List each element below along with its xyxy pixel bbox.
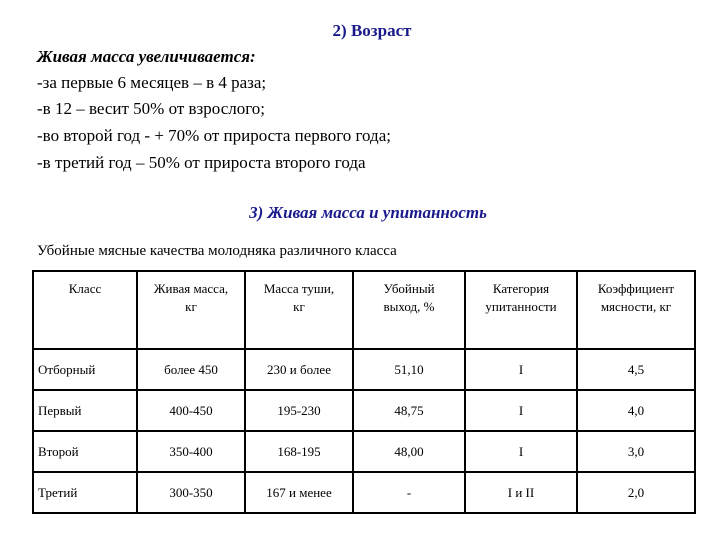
cell-slaughter-yield: - [353,472,465,513]
lead-text: Живая масса увеличивается: [37,47,256,66]
cell-carcass-weight: 230 и более [245,349,353,390]
cell-fatness-category: I [465,431,577,472]
list-item: -за первые 6 месяцев – в 4 раза; [37,73,267,92]
section-title-mass: 3) Живая масса и упитанность [249,203,487,222]
cell-carcass-weight: 167 и менее [245,472,353,513]
cell-slaughter-yield: 48,00 [353,431,465,472]
header-slaughter-yield: Убойный выход, % [353,271,465,349]
section-title-age: 2) Возраст [332,21,412,40]
cell-class: Третий [33,472,137,513]
table-row [33,390,695,431]
cell-live-weight: 300-350 [137,472,245,513]
header-carcass-weight: Масса туши, кг [245,271,353,349]
table-row [33,472,695,513]
cell-carcass-weight: 195-230 [245,390,353,431]
cell-carcass-weight: 168-195 [245,431,353,472]
header-fatness-category: Категория упитанности [465,271,577,349]
cell-class: Второй [33,431,137,472]
cell-meat-coefficient: 3,0 [577,431,695,472]
cell-class: Первый [33,390,137,431]
list-item: -в третий год – 50% от прироста второго года [37,153,366,172]
cell-meat-coefficient: 4,0 [577,390,695,431]
cell-fatness-category: I и II [465,472,577,513]
cell-live-weight: более 450 [137,349,245,390]
cell-meat-coefficient: 2,0 [577,472,695,513]
cell-meat-coefficient: 4,5 [577,349,695,390]
table-caption: Убойные мясные качества молодняка различного класса [37,243,397,259]
list-item: -в 12 – весит 50% от взрослого; [37,99,265,118]
table-row [33,349,695,390]
slaughter-quality-table [32,270,696,514]
header-class: Класс [33,271,137,349]
table-row [33,431,695,472]
list-item: -во второй год - + 70% от прироста первого года; [37,126,391,145]
cell-class: Отборный [33,349,137,390]
table-header-row [33,271,695,349]
cell-fatness-category: I [465,390,577,431]
cell-fatness-category: I [465,349,577,390]
cell-slaughter-yield: 48,75 [353,390,465,431]
cell-live-weight: 400-450 [137,390,245,431]
cell-slaughter-yield: 51,10 [353,349,465,390]
cell-live-weight: 350-400 [137,431,245,472]
header-live-weight: Живая масса, кг [137,271,245,349]
header-meat-coefficient: Коэффициент мясности, кг [577,271,695,349]
